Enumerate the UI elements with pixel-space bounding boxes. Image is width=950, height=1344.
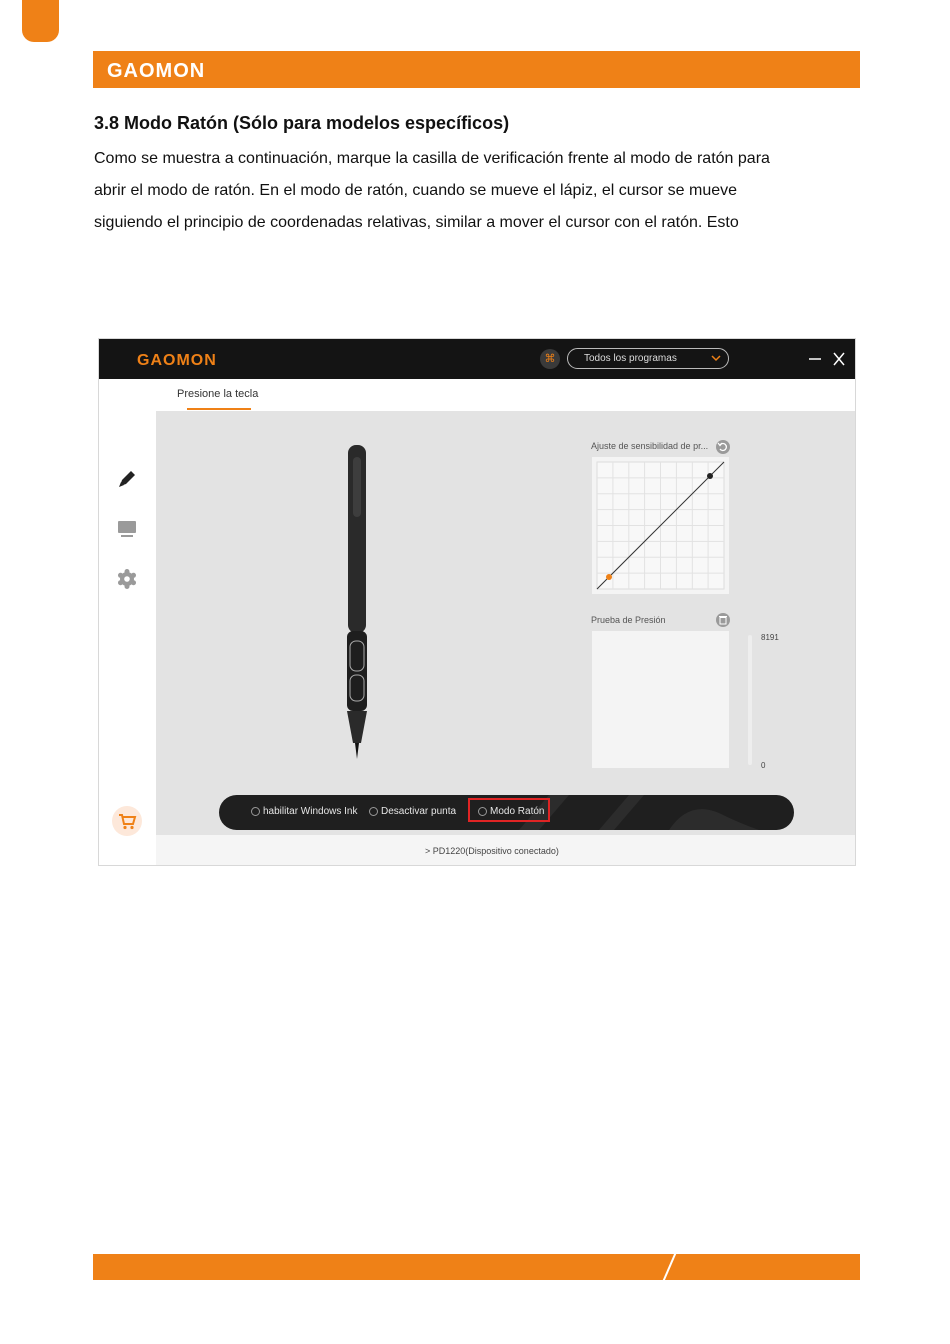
pen-icon[interactable] [115,467,139,491]
main-panel [156,411,856,835]
gaomon-logo [107,60,247,80]
footer-bar [93,1254,860,1280]
windows-ink-checkbox[interactable] [251,806,357,817]
tab-strip [156,379,856,411]
cart-icon [117,811,137,831]
section-title: 3.8 Modo Ratón (Sólo para modelos específicos) [94,113,510,133]
pressure-max-value: 8191 [761,633,779,642]
corner-tab [22,0,59,42]
pressure-test-label: Prueba de Presión [591,615,666,625]
checkbox-icon [251,807,260,816]
paragraph-line: abrir el modo de ratón. En el modo de ratón, cuando se mueve el lápiz, el cursor se mueve [94,182,738,199]
store-button[interactable] [112,806,142,836]
stylus-image [344,443,370,763]
close-icon[interactable] [832,349,846,369]
chevron-down-icon [711,353,721,363]
sensitivity-label: Ajuste de sensibilidad de pr... [591,441,709,451]
paragraph-line: Como se muestra a continuación, marque la casilla de verificación frente al modo de ratón para [94,150,770,167]
program-select[interactable] [567,348,729,369]
checkbox-icon [369,807,378,816]
windows-ink-label: habilitar Windows Ink [263,806,358,817]
pressure-min-value: 0 [761,761,766,770]
footer-slash [660,1252,680,1282]
pressure-level-bar [748,635,752,765]
sidebar [99,379,156,866]
driver-app-screenshot [98,338,856,866]
device-status[interactable]: > PD1220(Dispositivo conectado) [425,846,559,856]
mouse-mode-label: Modo Ratón [490,806,545,817]
tab-press-key[interactable]: Presione la tecla [177,388,259,400]
header-bar [93,51,860,88]
trash-icon[interactable] [716,613,730,627]
svg-text:GAOMON: GAOMON [107,60,206,80]
monitor-icon[interactable] [115,517,139,541]
app-logo [137,351,247,367]
tab-active-indicator [187,408,251,410]
status-bar [156,835,856,866]
paragraph-line: siguiendo el principio de coordenadas relativas, similar a mover el cursor con el ratón. Esto [94,214,739,231]
pressure-test-area[interactable] [592,631,729,768]
disable-tip-checkbox[interactable] [369,806,456,817]
app-menu-icon[interactable]: ⌘ [540,349,560,369]
device-status-label: PD1220(Dispositivo conectado) [432,846,559,856]
minimize-icon[interactable] [808,349,822,369]
reset-icon[interactable] [716,440,730,454]
app-titlebar [99,339,856,379]
svg-text:GAOMON: GAOMON [137,352,217,367]
disable-tip-label: Desactivar punta [381,806,457,817]
options-bar [219,795,794,830]
mouse-mode-highlight [468,798,550,822]
gear-icon[interactable] [115,567,139,591]
program-select-label: Todos los programas [584,353,677,364]
sensitivity-curve[interactable] [592,457,729,594]
